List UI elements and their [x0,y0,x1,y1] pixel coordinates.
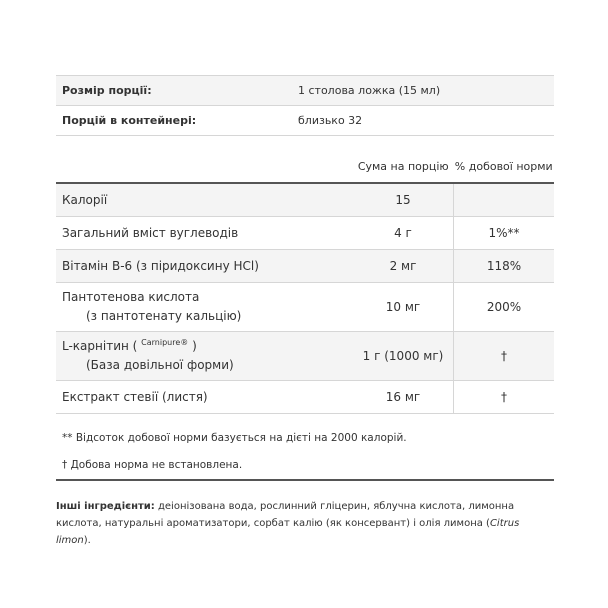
table-row [56,183,554,217]
nutrient-source: (з пантотенату кальцію) [86,309,242,323]
nutrient-name: Вітамін B-6 (з піридоксину HCl) [56,250,353,283]
nutrient-amount: 2 мг [353,250,454,283]
nutrient-daily-value: 200% [454,283,555,332]
nutrient-name-cell [56,283,353,332]
nutrient-amount: 4 г [353,217,454,250]
other-ingredients-end: ). [83,535,91,546]
nutrient-amount: 16 мг [353,381,454,414]
other-ingredients-text: деіонізована вода, рослинний гліцерин, яблучна кислота, лимонна кислота, натуральні ароматизатори, сорбат калію (як консервант) і олія лимона ( [56,501,515,529]
nutrient-daily-value: † [454,381,555,414]
trademark-superscript: Carnipure® [141,338,189,347]
nutrient-daily-value: † [454,332,555,381]
serving-size-label: Розмір порції: [56,76,292,106]
servings-per-container-value: близько 32 [292,106,554,136]
other-ingredients [56,498,554,549]
nutrient-daily-value: 118% [454,250,555,283]
facts-header-row [56,157,554,183]
nutrient-name: Загальний вміст вуглеводів [56,217,353,250]
footnotes [56,425,554,481]
table-row [56,381,554,414]
nutrient-daily-value [454,183,555,217]
nutrient-amount: 10 мг [353,283,454,332]
footnote-not-established: † Добова норма не встановлена. [62,459,243,471]
serving-size-row [56,76,554,106]
nutrient-amount: 15 [353,183,454,217]
other-ingredients-label: Інші інгредієнти: [56,501,155,512]
other-ingredients-latin-name: Citrus limon [56,518,520,546]
daily-value-header: % добової норми [454,157,555,183]
supplement-facts-table [56,157,554,414]
table-row [56,283,554,332]
nutrient-name: Калорії [56,183,353,217]
nutrient-name: Пантотенова кислота [62,290,200,304]
nutrient-name-cell [56,332,353,381]
table-row [56,250,554,283]
nutrient-name: L-карнітин ( [62,339,138,353]
table-row [56,217,554,250]
serving-size-value: 1 столова ложка (15 мл) [292,76,554,106]
servings-per-container-label: Порцій в контейнері: [56,106,292,136]
table-row [56,332,554,381]
servings-per-container-row [56,106,554,136]
amount-per-serving-header: Сума на порцію [353,157,454,183]
serving-info-table [56,75,554,136]
nutrient-daily-value: 1%** [454,217,555,250]
nutrient-name-end: ) [192,339,197,353]
nutrient-name: Екстракт стевії (листя) [56,381,353,414]
nutrient-amount: 1 г (1000 мг) [353,332,454,381]
nutrient-source: (База довільної форми) [86,358,234,372]
footnote-daily-value-basis: ** Відсоток добової норми базується на дієті на 2000 калорій. [62,432,407,444]
